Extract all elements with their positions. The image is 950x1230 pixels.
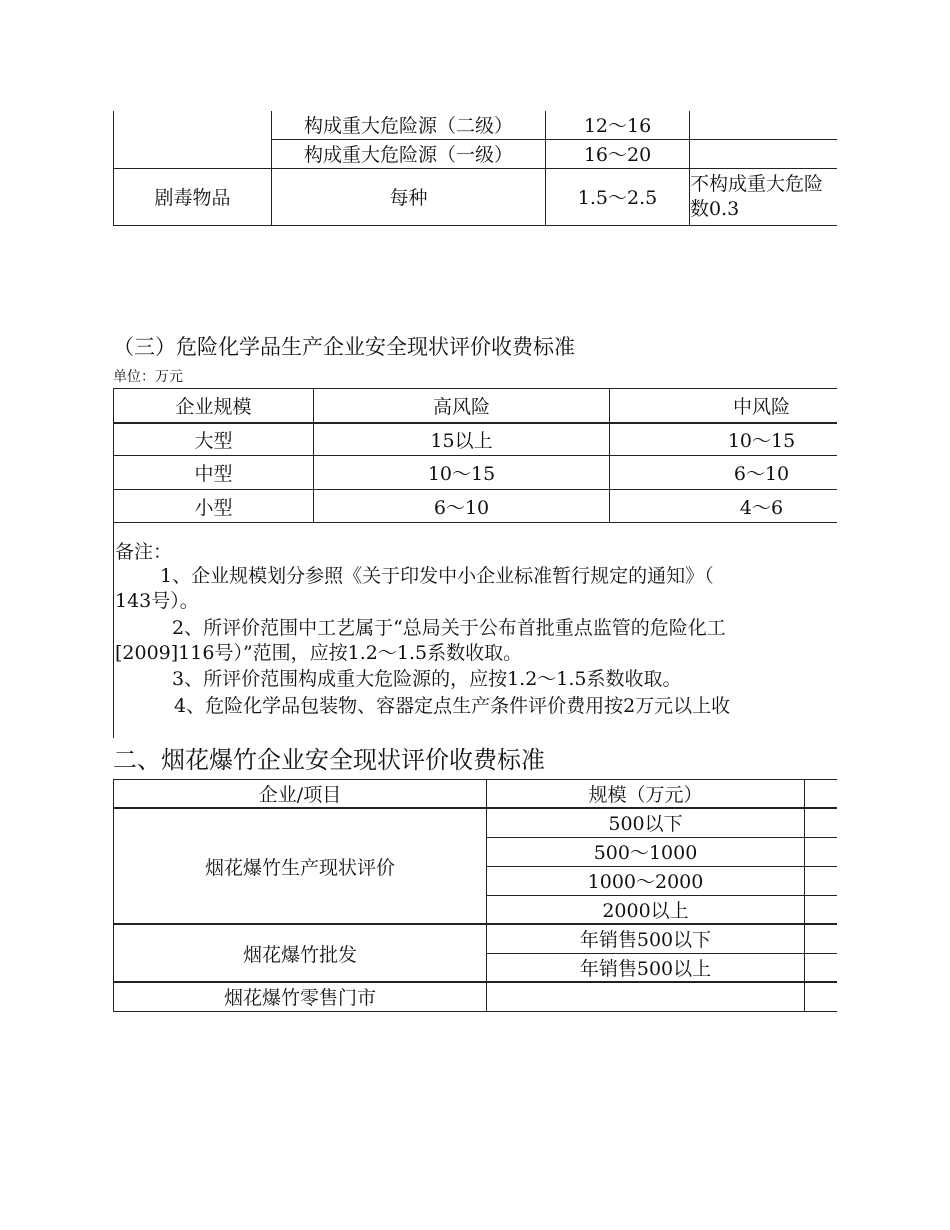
table-cell bbox=[805, 982, 838, 1011]
remark-line: [2009]116号）”范围，应按1.2～1.5系数收取。 bbox=[115, 642, 523, 664]
unit-label: 单位：万元 bbox=[113, 369, 183, 385]
table-cell: 大型 bbox=[114, 423, 314, 456]
table-cell: 构成重大危险源（一级） bbox=[272, 139, 546, 168]
table-cell: 构成重大危险源（二级） bbox=[272, 111, 546, 139]
table-cell: 16～20 bbox=[546, 139, 690, 168]
top-table-clip bbox=[113, 111, 837, 228]
table-cell: 1000～2000 bbox=[487, 866, 805, 895]
table-cell: 500以下 bbox=[487, 808, 805, 837]
fireworks-fee-table bbox=[113, 779, 837, 1012]
column-header bbox=[805, 780, 838, 809]
table-cell: 剧毒物品 bbox=[114, 168, 272, 225]
table-cell: 4～6 bbox=[610, 490, 838, 523]
note-line: 数0.3 bbox=[690, 197, 740, 220]
remarks-cell bbox=[114, 523, 838, 739]
table-header-row bbox=[114, 780, 838, 809]
table-row bbox=[114, 808, 838, 837]
chemical-fee-table bbox=[113, 388, 837, 738]
table-cell: 2000以上 bbox=[487, 895, 805, 924]
table-cell: 12～16 bbox=[546, 111, 690, 139]
table-row bbox=[114, 982, 838, 1011]
remarks-row bbox=[114, 523, 838, 739]
table-cell bbox=[690, 168, 838, 225]
table-cell bbox=[805, 866, 838, 895]
note-line: 不构成重大危险 bbox=[690, 172, 824, 195]
table-cell bbox=[805, 808, 838, 837]
column-header: 中风险 bbox=[610, 389, 838, 423]
table-cell bbox=[805, 837, 838, 866]
table-row bbox=[114, 423, 838, 456]
group-name-cell: 烟花爆竹生产现状评价 bbox=[114, 808, 487, 924]
table-cell: 15以上 bbox=[314, 423, 610, 456]
table-row bbox=[114, 456, 838, 490]
hazard-coefficient-table bbox=[113, 111, 837, 226]
table-cell: 10～15 bbox=[610, 423, 838, 456]
column-header: 规模（万元） bbox=[487, 780, 805, 809]
table-cell: 6～10 bbox=[610, 456, 838, 490]
table-cell bbox=[805, 924, 838, 953]
remarks-title: 备注： bbox=[115, 541, 173, 563]
section2-table-clip bbox=[113, 779, 837, 1012]
table-cell: 10～15 bbox=[314, 456, 610, 490]
table-cell: 每种 bbox=[272, 168, 546, 225]
table-cell: 6～10 bbox=[314, 490, 610, 523]
remark-line: 3、所评价范围构成重大危险源的，应按1.2～1.5系数收取。 bbox=[172, 668, 682, 690]
column-header: 高风险 bbox=[314, 389, 610, 423]
table-cell: 中型 bbox=[114, 456, 314, 490]
table-cell bbox=[805, 895, 838, 924]
section3-title: （三）危险化学品生产企业安全现状评价收费标准 bbox=[113, 335, 575, 359]
table-cell bbox=[114, 111, 272, 168]
table-row bbox=[114, 924, 838, 953]
remark-line: 1、企业规模划分参照《关于印发中小企业标准暂行规定的通知》（ bbox=[160, 565, 714, 587]
table-cell bbox=[690, 111, 838, 139]
table-row bbox=[114, 111, 838, 139]
section2-title: 二、烟花爆竹企业安全现状评价收费标准 bbox=[113, 746, 545, 774]
remark-line: 2、所评价范围中工艺属于“总局关于公布首批重点监管的危险化工 bbox=[172, 617, 726, 639]
table-row bbox=[114, 168, 838, 225]
table-cell: 小型 bbox=[114, 490, 314, 523]
remark-line: 143号）。 bbox=[115, 590, 199, 612]
remark-line: 4、危险化学品包装物、容器定点生产条件评价费用按2万元以上收 bbox=[174, 695, 731, 717]
section3-table-clip bbox=[113, 388, 837, 738]
table-cell: 年销售500以上 bbox=[487, 953, 805, 982]
table-cell: 500～1000 bbox=[487, 837, 805, 866]
column-header: 企业规模 bbox=[114, 389, 314, 423]
column-header: 企业/项目 bbox=[114, 780, 487, 809]
table-cell: 1.5～2.5 bbox=[546, 168, 690, 225]
table-header-row bbox=[114, 389, 838, 423]
table-cell: 年销售500以下 bbox=[487, 924, 805, 953]
table-row bbox=[114, 490, 838, 523]
group-name-cell: 烟花爆竹零售门市 bbox=[114, 982, 487, 1011]
table-cell bbox=[690, 139, 838, 168]
table-cell bbox=[805, 953, 838, 982]
table-cell bbox=[487, 982, 805, 1011]
group-name-cell: 烟花爆竹批发 bbox=[114, 924, 487, 982]
